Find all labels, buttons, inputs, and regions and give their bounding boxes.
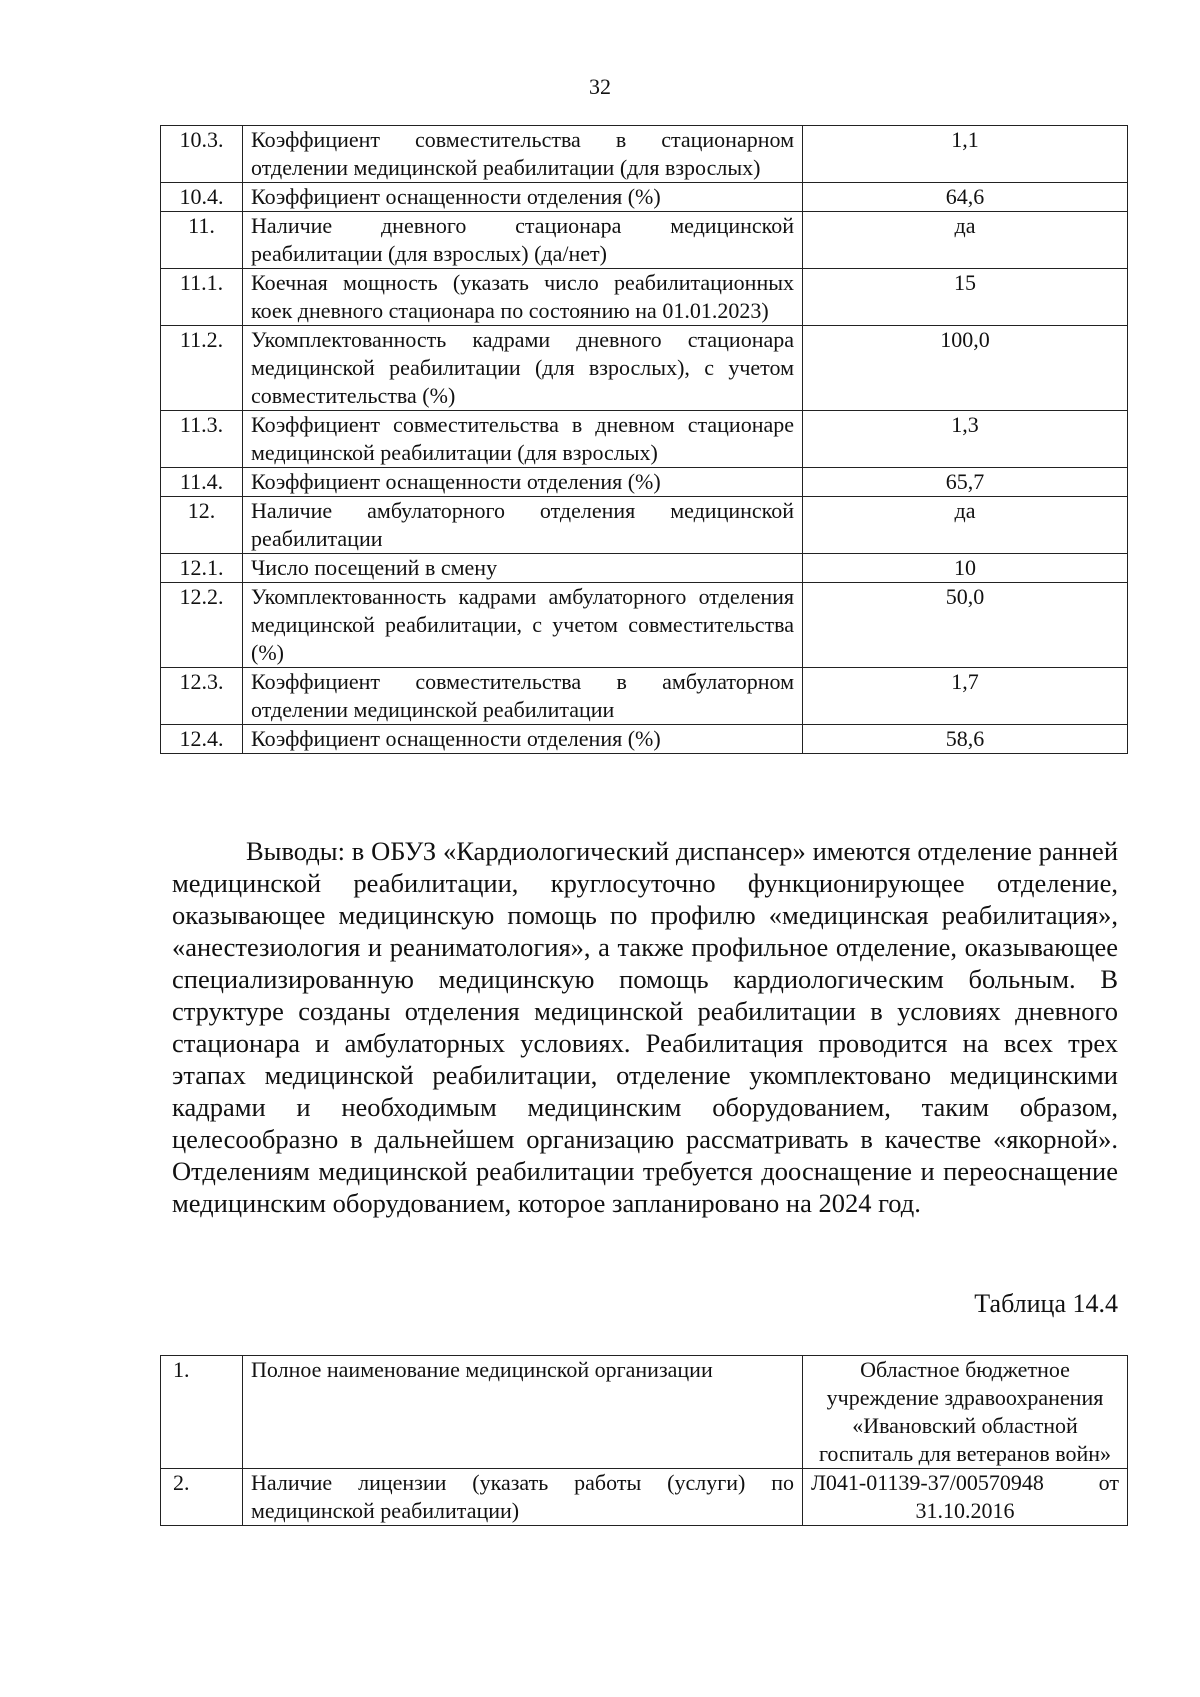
row-indicator: Коэффициент оснащенности отделения (%) [243, 468, 803, 497]
row-indicator: Коэффициент оснащенности отделения (%) [243, 725, 803, 754]
row-value: да [803, 212, 1128, 269]
row-indicator: Полное наименование медицинской организации [243, 1356, 803, 1469]
row-value: Л041-01139-37/00570948 от 31.10.2016 [803, 1469, 1128, 1526]
row-number: 11.3. [161, 411, 243, 468]
table-row [161, 1356, 1128, 1469]
row-number: 12.3. [161, 668, 243, 725]
conclusion-paragraph: Выводы: в ОБУЗ «Кардиологический диспансер» имеются отделение ранней медицинской реабилитации, круглосуточно функционирующее отделение, оказывающее медицинскую помощь по профилю «медицинская реабилитация», «анестезиология и реаниматология», а также профильное отделение, оказывающее специализированную медицинскую помощь кардиологическим больным. В структуре созданы отделения медицинской реабилитации в условиях дневного стационара и амбулаторных условиях. Реабилитация проводится на всех трех этапах медицинской реабилитации, отделение укомплектовано медицинскими кадрами и необходимым медицинским оборудованием, таким образом, целесообразно в дальнейшем организацию рассматривать в качестве «якорной». Отделениям медицинской реабилитации требуется дооснащение и переоснащение медицинским оборудованием, которое запланировано на 2024 год. [172, 836, 1118, 1218]
table-caption: Таблица 14.4 [974, 1289, 1118, 1318]
table-row [161, 126, 1128, 183]
table-row [161, 497, 1128, 554]
row-value: да [803, 497, 1128, 554]
row-value: 10 [803, 554, 1128, 583]
table-row [161, 326, 1128, 411]
row-number: 11.1. [161, 269, 243, 326]
row-indicator: Наличие амбулаторного отделения медицинской реабилитации [243, 497, 803, 554]
row-indicator: Укомплектованность кадрами амбулаторного отделения медицинской реабилитации, с учетом совместительства (%) [243, 583, 803, 668]
row-value: 58,6 [803, 725, 1128, 754]
row-value: 1,3 [803, 411, 1128, 468]
row-indicator: Укомплектованность кадрами дневного стационара медицинской реабилитации (для взрослых), с учетом совместительства (%) [243, 326, 803, 411]
table-row [161, 212, 1128, 269]
table-row [161, 583, 1128, 668]
row-number: 11. [161, 212, 243, 269]
table-row [161, 554, 1128, 583]
row-value: Областное бюджетное учреждение здравоохранения «Ивановский областной госпиталь для ветеранов войн» [803, 1356, 1128, 1469]
table-row [161, 468, 1128, 497]
row-indicator: Коэффициент совместительства в амбулаторном отделении медицинской реабилитации [243, 668, 803, 725]
row-indicator: Коэффициент совместительства в стационарном отделении медицинской реабилитации (для взрослых) [243, 126, 803, 183]
row-value: 15 [803, 269, 1128, 326]
row-value: 1,7 [803, 668, 1128, 725]
row-number: 12. [161, 497, 243, 554]
row-number: 12.4. [161, 725, 243, 754]
row-indicator: Наличие лицензии (указать работы (услуги) по медицинской реабилитации) [243, 1469, 803, 1526]
row-value: 1,1 [803, 126, 1128, 183]
organization-table [160, 1355, 1128, 1526]
table-row [161, 1469, 1128, 1526]
row-number: 10.4. [161, 183, 243, 212]
indicators-table [160, 125, 1128, 754]
row-value: 65,7 [803, 468, 1128, 497]
row-indicator: Коечная мощность (указать число реабилитационных коек дневного стационара по состоянию на 01.01.2023) [243, 269, 803, 326]
table-row [161, 725, 1128, 754]
row-number: 11.4. [161, 468, 243, 497]
row-number: 10.3. [161, 126, 243, 183]
row-indicator: Коэффициент оснащенности отделения (%) [243, 183, 803, 212]
row-number: 2. [161, 1469, 243, 1526]
row-number: 11.2. [161, 326, 243, 411]
row-indicator: Коэффициент совместительства в дневном стационаре медицинской реабилитации (для взрослых) [243, 411, 803, 468]
table-row [161, 269, 1128, 326]
table-row [161, 668, 1128, 725]
row-number: 1. [161, 1356, 243, 1469]
row-number: 12.1. [161, 554, 243, 583]
page-number: 32 [589, 74, 611, 99]
row-value: 100,0 [803, 326, 1128, 411]
row-number: 12.2. [161, 583, 243, 668]
table-row [161, 411, 1128, 468]
table-row [161, 183, 1128, 212]
row-indicator: Число посещений в смену [243, 554, 803, 583]
row-value: 50,0 [803, 583, 1128, 668]
row-value: 64,6 [803, 183, 1128, 212]
row-indicator: Наличие дневного стационара медицинской реабилитации (для взрослых) (да/нет) [243, 212, 803, 269]
